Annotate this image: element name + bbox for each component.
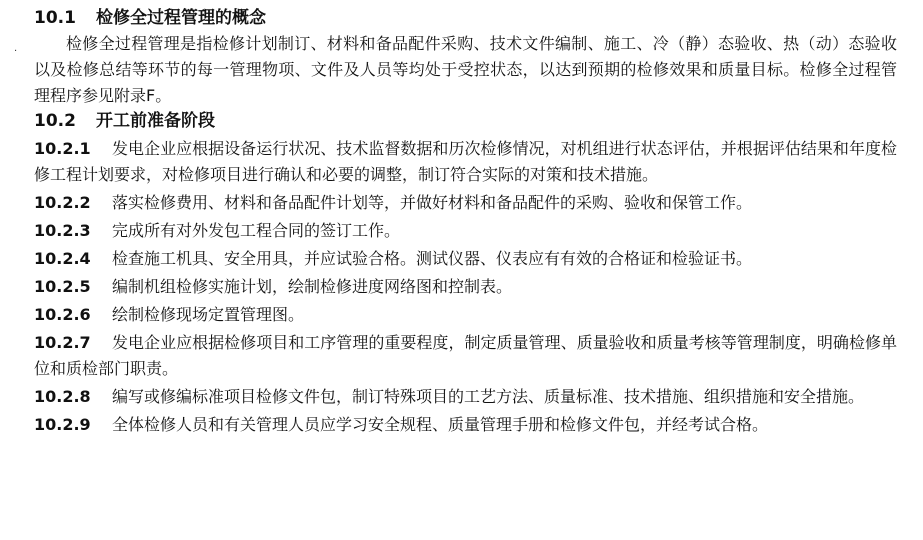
section-10-1-heading	[34, 6, 897, 31]
clause-number: 10.2.4	[34, 249, 91, 268]
clause-number: 10.2.6	[34, 305, 91, 324]
clause-number: 10.2.7	[34, 333, 91, 352]
section-10-2-heading	[34, 109, 897, 134]
section-10-1-body: 检修全过程管理是指检修计划制订、材料和备品配件采购、技术文件编制、施工、冷（静）态验收、热（动）态验收以及检修总结等环节的每一管理物项、文件及人员等均处于受控状态，以达到预期的检修效果和质量目标。检修全过程管理程序参见附录F。	[34, 34, 897, 105]
clause-10-2-2	[34, 190, 897, 216]
clause-10-2-5	[34, 274, 897, 300]
clause-text: 编制机组检修实施计划，绘制检修进度网络图和控制表。	[112, 277, 513, 296]
clause-number: 10.2.2	[34, 193, 91, 212]
clause-10-2-9	[34, 412, 897, 438]
section-number: 10.1	[34, 8, 76, 28]
clause-number: 10.2.1	[34, 139, 91, 158]
clause-10-2-3	[34, 218, 897, 244]
clause-text: 绘制检修现场定置管理图。	[112, 305, 305, 324]
clause-number: 10.2.5	[34, 277, 91, 296]
clause-10-2-6	[34, 302, 897, 328]
clause-text: 发电企业应根据设备运行状况、技术监督数据和历次检修情况，对机组进行状态评估，并根据评估结果和年度检修工程计划要求，对检修项目进行确认和必要的调整，制订符合实际的对策和技术措施。	[34, 139, 897, 184]
section-number: 10.2	[34, 111, 76, 131]
clause-10-2-4	[34, 246, 897, 272]
section-title: 检修全过程管理的概念	[96, 8, 266, 28]
clause-text: 编写或修编标准项目检修文件包，制订特殊项目的工艺方法、质量标准、技术措施、组织措施和安全措施。	[112, 387, 865, 406]
clause-10-2-8	[34, 384, 897, 410]
clause-text: 完成所有对外发包工程合同的签订工作。	[112, 221, 401, 240]
clause-text: 发电企业应根据检修项目和工序管理的重要程度，制定质量管理、质量验收和质量考核等管理制度，明确检修单位和质检部门职责。	[34, 333, 897, 378]
clause-number: 10.2.9	[34, 415, 91, 434]
section-title: 开工前准备阶段	[96, 111, 215, 131]
margin-mark: ·	[14, 46, 18, 57]
clause-text: 全体检修人员和有关管理人员应学习安全规程、质量管理手册和检修文件包，并经考试合格。	[112, 415, 769, 434]
clause-number: 10.2.8	[34, 387, 91, 406]
clause-text: 检查施工机具、安全用具，并应试验合格。测试仪器、仪表应有有效的合格证和检验证书。	[112, 249, 753, 268]
clause-10-2-7	[34, 330, 897, 382]
clause-number: 10.2.3	[34, 221, 91, 240]
clause-text: 落实检修费用、材料和备品配件计划等，并做好材料和备品配件的采购、验收和保管工作。	[112, 193, 753, 212]
clause-10-2-1	[34, 136, 897, 188]
